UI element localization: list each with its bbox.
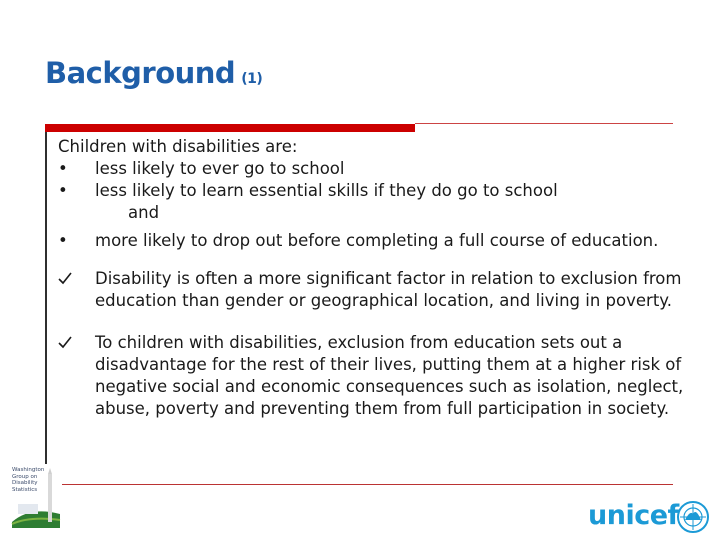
and-connector: and (128, 203, 160, 222)
wg-logo-line: Disability (12, 480, 38, 486)
intro-text: Children with disabilities are: (58, 137, 298, 156)
slide-body (58, 136, 698, 420)
check-text-line: education than gender or geographical location, and living in poverty. (95, 291, 672, 310)
bullet-item (58, 230, 698, 252)
check-item (58, 268, 698, 312)
wg-logo-line: Statistics (12, 486, 38, 493)
bullet-icon: • (58, 231, 68, 250)
unicef-logo-text: unicef (588, 500, 679, 531)
bullet-text: less likely to learn essential skills if they do go to school (95, 181, 558, 200)
unicef-globe-icon (676, 500, 710, 534)
slide-title (45, 56, 262, 90)
bullet-item (58, 180, 698, 202)
check-item (58, 332, 698, 420)
checkmark-icon (58, 332, 72, 356)
check-text-line: To children with disabilities, exclusion from education sets out a (95, 333, 623, 352)
check-text-line: Disability is often a more significant factor in relation to exclusion from (95, 269, 682, 288)
wg-logo-line: Group on (12, 473, 38, 480)
checkmark-icon (58, 268, 72, 292)
washington-group-logo-text (12, 467, 44, 493)
footer-rule (58, 484, 673, 485)
bullet-text: less likely to ever go to school (95, 159, 345, 178)
slide-title-text: Background (45, 56, 236, 90)
check-text-line: negative social and economic consequences such as isolation, neglect, (95, 377, 684, 396)
wg-logo-line: Washington (12, 467, 45, 473)
bullet-icon: • (58, 159, 68, 178)
bullet-icon: • (58, 181, 68, 200)
title-underline-thin (415, 123, 673, 124)
check-text-line: disadvantage for the rest of their lives, putting them at a higher risk of (95, 355, 682, 374)
check-text-line: abuse, poverty and preventing them from full participation in society. (95, 399, 670, 418)
bullet-item (58, 158, 698, 180)
title-underline-red (45, 124, 415, 132)
frame-left-rule (45, 124, 47, 464)
bullet-text: more likely to drop out before completing a full course of education. (95, 231, 659, 250)
slide-title-suffix: (1) (241, 71, 263, 87)
